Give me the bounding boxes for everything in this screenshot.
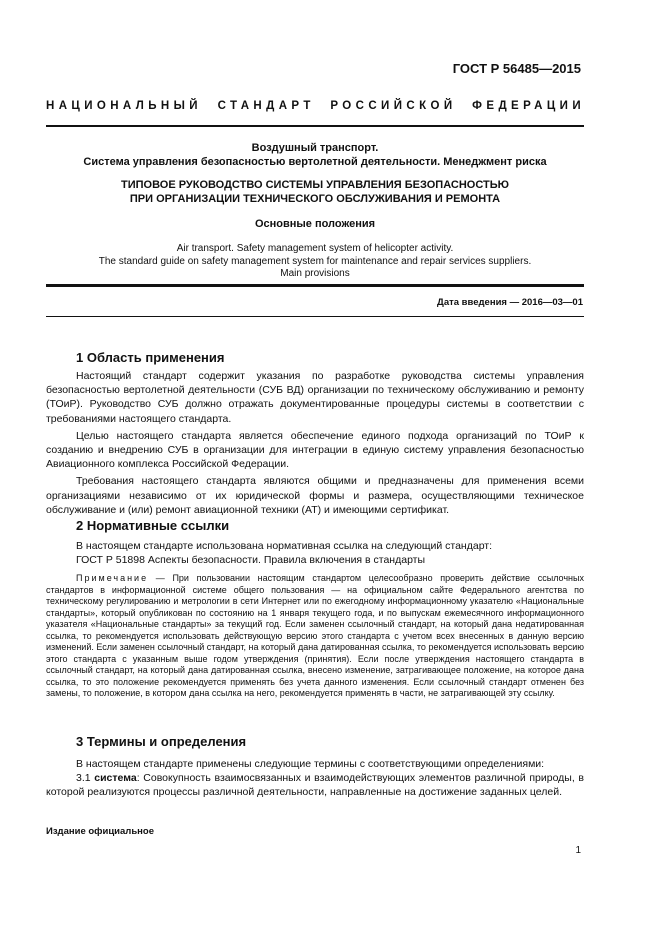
note-label: Примечание [76, 573, 149, 583]
section-1-paragraph-1: Настоящий стандарт содержит указания по разработке руководства системы управления безопасностью вертолетной деятельности (СУБ ВД) организации по техническому обслуживанию и ремонту (ТОиР). Руководство СУБ должно отражать документированные процедуры системы в соответствии с требованиями настоящего стандарта. [46, 370, 584, 425]
note-text: — При пользовании настоящим стандартом целесообразно проверить действие ссылочных стандартов в информационной системе общего пользования — на официальном сайте Федерального агентства по техническому регулированию и метрологии в сети Интернет или по ежегодному информационному указателю «Национальные стандарты», который опубликован по состоянию на 1 января текущего года, и по выпускам ежемесячного информационного указателя «Национальные стандарты» за текущий год. Если заменен ссылочный стандарт, на который дана недатированная ссылка, то рекомендуется использовать действующую версию этого стандарта с учетом всех внесенных в данную версию изменений. Если заменен ссылочный стандарт, на который дана датированная ссылка, то рекомендуется использовать версию этого стандарта с указанным выше годом утверждения (принятия). Если после утверждения настоящего стандарта в ссылочный стандарт, на который дана датированная ссылка, внесено изменение, затрагивающее положение, на которое дана ссылка, то это положение рекомендуется применять без учета данного изменения. Если ссылочный стандарт отменен без замены, то положение, в котором дана ссылка на него, рекомендуется применять в части, не затрагивающей эту ссылку. [46, 573, 584, 698]
section-1-paragraph-3: Требования настоящего стандарта являются общими и предназначены для применения всеми организациями независимо от их юридической формы и размера, осуществляющими техническое обслуживание и (или) ремонт авиационной техники (АТ) и имеющими сертификат. [46, 475, 584, 516]
date-divider [46, 316, 584, 317]
section-2-note [46, 573, 584, 700]
section-3-paragraph-1: В настоящем стандарте применены следующие термины с соответствующими определениями: [76, 758, 545, 770]
term-name: система [94, 772, 137, 785]
main-title-line-1: ТИПОВОЕ РУКОВОДСТВО СИСТЕМЫ УПРАВЛЕНИЯ БЕЗОПАСНОСТЬЮ [121, 179, 509, 191]
section-2-reference: ГОСТ Р 51898 Аспекты безопасности. Правила включения в стандарты [76, 554, 426, 567]
title-divider [46, 284, 584, 287]
title-line-1: Воздушный транспорт. [251, 142, 379, 154]
term-number: 3.1 [76, 772, 95, 785]
subtitle: Основные положения [254, 218, 376, 230]
section-3-body [46, 757, 584, 800]
section-2-paragraph-1: В настоящем стандарте использована нормативная ссылка на следующий стандарт: [76, 540, 493, 552]
gost-number: ГОСТ Р 56485—2015 [452, 61, 581, 76]
section-1-body [46, 369, 584, 517]
term-definition-text: : Совокупность взаимосвязанных и взаимодействующих элементов различной природы, в которой реализуются процессы различной деятельности, направленные на достижение заданных целей. [46, 772, 585, 799]
title-block [46, 141, 584, 169]
english-title-line-3: Main provisions [280, 268, 350, 279]
main-title-line-2: ПРИ ОРГАНИЗАЦИИ ТЕХНИЧЕСКОГО ОБСЛУЖИВАНИЯ И РЕМОНТА [129, 193, 501, 205]
section-1-paragraph-2: Целью настоящего стандарта является обеспечение единого подхода организаций по ТОиР к созданию и внедрению СУБ в организации для интеграции в единую систему управления безопасностью Авиационного комплекса Российской Федерации. [46, 429, 584, 471]
national-standard-banner: НАЦИОНАЛЬНЫЙ СТАНДАРТ РОССИЙСКОЙ ФЕДЕРАЦИИ [46, 100, 585, 112]
section-3-heading: 3 Термины и определения [76, 734, 247, 749]
section-2-heading: 2 Нормативные ссылки [76, 518, 230, 533]
page-number: 1 [575, 845, 581, 856]
english-title-line-2: The standard guide on safety management system for maintenance and repair services suppliers. [98, 255, 532, 267]
section-3-term-definition [46, 771, 584, 799]
introduction-date: Дата введения — 2016—03—01 [437, 297, 583, 308]
main-title-block [46, 178, 584, 206]
top-divider [46, 125, 584, 127]
english-title-line-1: Air transport. Safety management system of helicopter activity. [176, 243, 454, 254]
section-1-heading: 1 Область применения [76, 350, 225, 365]
title-line-2: Система управления безопасностью вертолетной деятельности. Менеджмент риска [83, 156, 547, 168]
english-title-block [46, 243, 584, 281]
section-2-body [46, 539, 584, 567]
official-edition-label: Издание официальное [46, 826, 154, 837]
